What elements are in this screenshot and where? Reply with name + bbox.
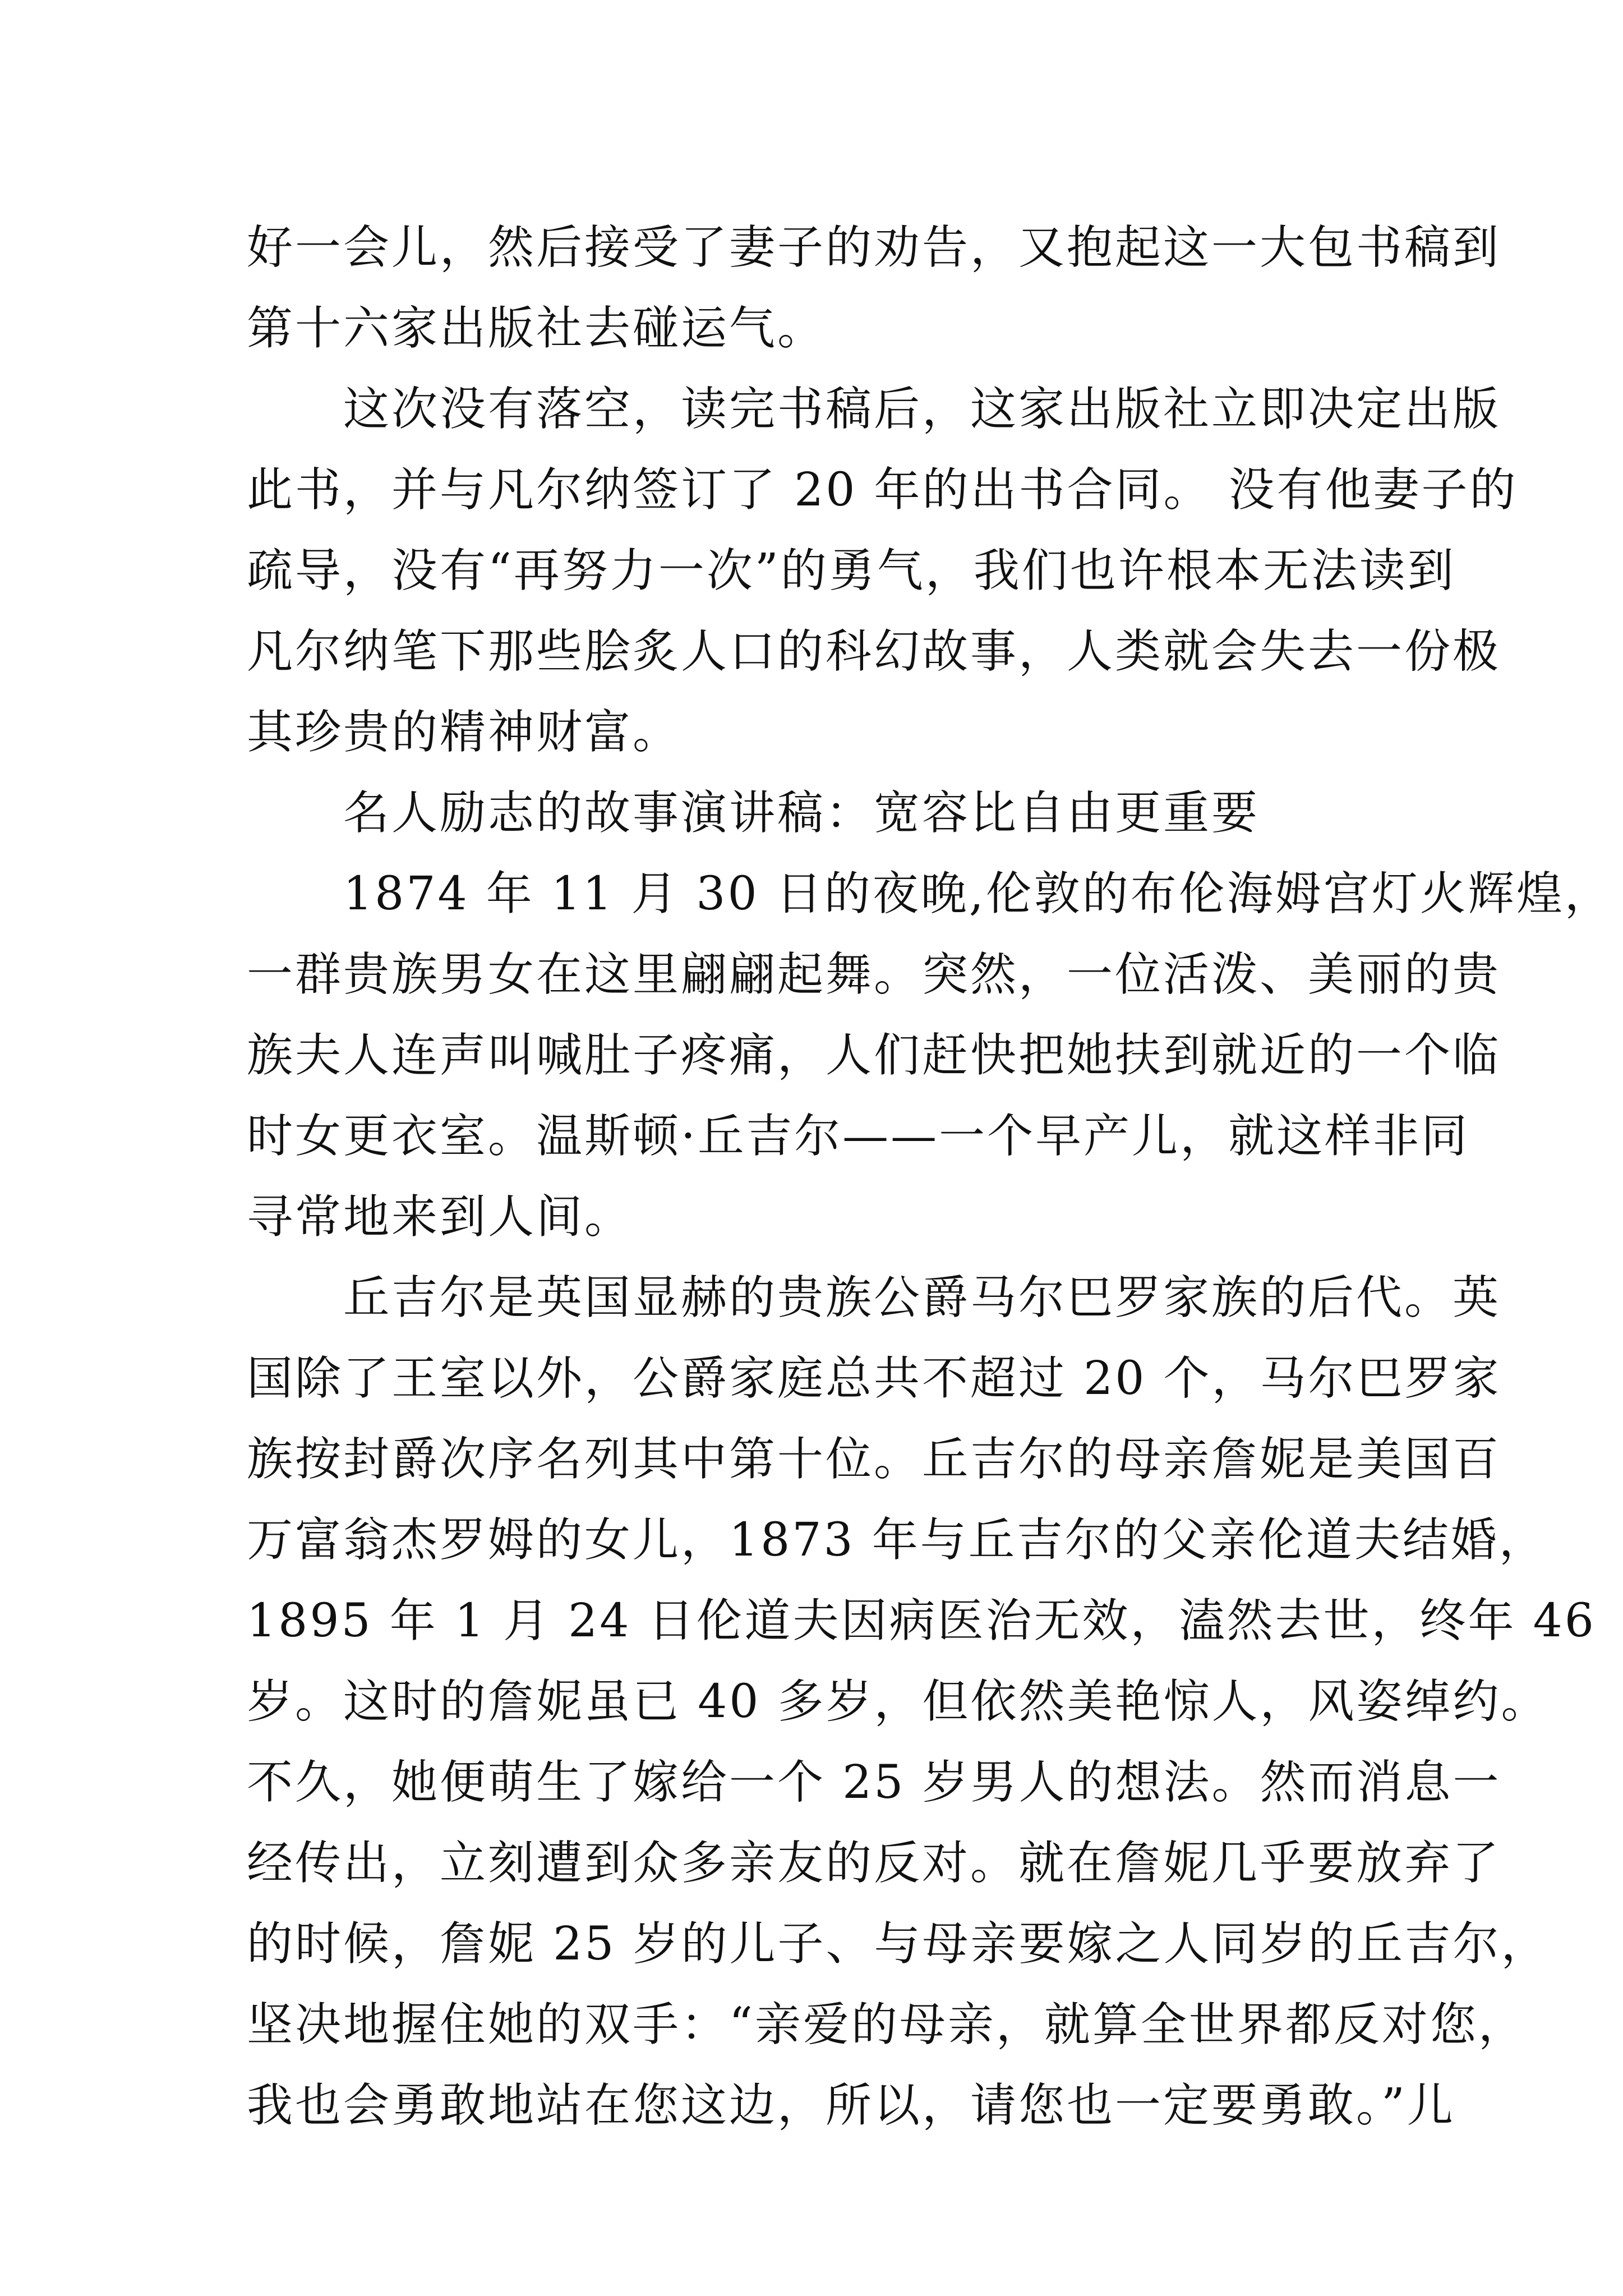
text-line: 1895 年 1 月 24 日伦道夫因病医治无效，溘然去世，终年 46: [247, 1594, 1596, 1648]
text-line: 好一会儿，然后接受了妻子的劝告，又抱起这一大包书稿到: [247, 221, 1501, 274]
text-line: 万富翁杰罗姆的女儿，1873 年与丘吉尔的父亲伦道夫结婚，: [247, 1513, 1547, 1567]
text-line: 时女更衣室。温斯顿·丘吉尔——一个早产儿，就这样非同: [247, 1110, 1470, 1163]
text-line: 不久，她便萌生了嫁给一个 25 岁男人的想法。然而消息一: [247, 1756, 1501, 1809]
text-line: 一群贵族男女在这里翩翩起舞。突然，一位活泼、美丽的贵: [247, 948, 1501, 1001]
text-line: 这次没有落空，读完书稿后，这家出版社立即决定出版: [247, 383, 1501, 436]
text-line: 族按封爵次序名列其中第十位。丘吉尔的母亲詹妮是美国百: [247, 1433, 1501, 1486]
text-line: 凡尔纳笔下那些脍炙人口的科幻故事，人类就会失去一份极: [247, 625, 1501, 678]
text-line: 我也会勇敢地站在您这边，所以，请您也一定要勇敢。”儿: [247, 2079, 1455, 2132]
text-line: 疏导，没有“再努力一次”的勇气，我们也许根本无法读到: [247, 544, 1456, 597]
text-line: 此书，并与凡尔纳签订了 20 年的出书合同。 没有他妻子的: [247, 463, 1518, 517]
text-line: 岁。这时的詹妮虽已 40 多岁，但依然美艳惊人，风姿绰约。: [247, 1675, 1550, 1728]
text-line: 第十六家出版社去碰运气。: [247, 302, 826, 355]
text-line: 的时候，詹妮 25 岁的儿子、与母亲要嫁之人同岁的丘吉尔，: [247, 1917, 1550, 1971]
body-text: [247, 208, 1613, 2146]
section-title: 名人励志的故事演讲稿：宽容比自由更重要: [247, 786, 1260, 840]
text-line: 1874 年 11 月 30 日的夜晚,伦敦的布伦海姆宫灯火辉煌，: [247, 867, 1613, 921]
text-line: 其珍贵的精神财富。: [247, 706, 681, 759]
text-line: 族夫人连声叫喊肚子疼痛，人们赶快把她扶到就近的一个临: [247, 1029, 1501, 1082]
text-line: 寻常地来到人间。: [247, 1190, 633, 1244]
text-line: 经传出，立刻遭到众多亲友的反对。就在詹妮几乎要放弃了: [247, 1837, 1501, 1890]
text-line: 国除了王室以外，公爵家庭总共不超过 20 个，马尔巴罗家: [247, 1352, 1501, 1405]
text-line: 坚决地握住她的双手：“亲爱的母亲，就算全世界都反对您，: [247, 1998, 1527, 2051]
text-line: 丘吉尔是英国显赫的贵族公爵马尔巴罗家族的后代。英: [247, 1271, 1501, 1324]
